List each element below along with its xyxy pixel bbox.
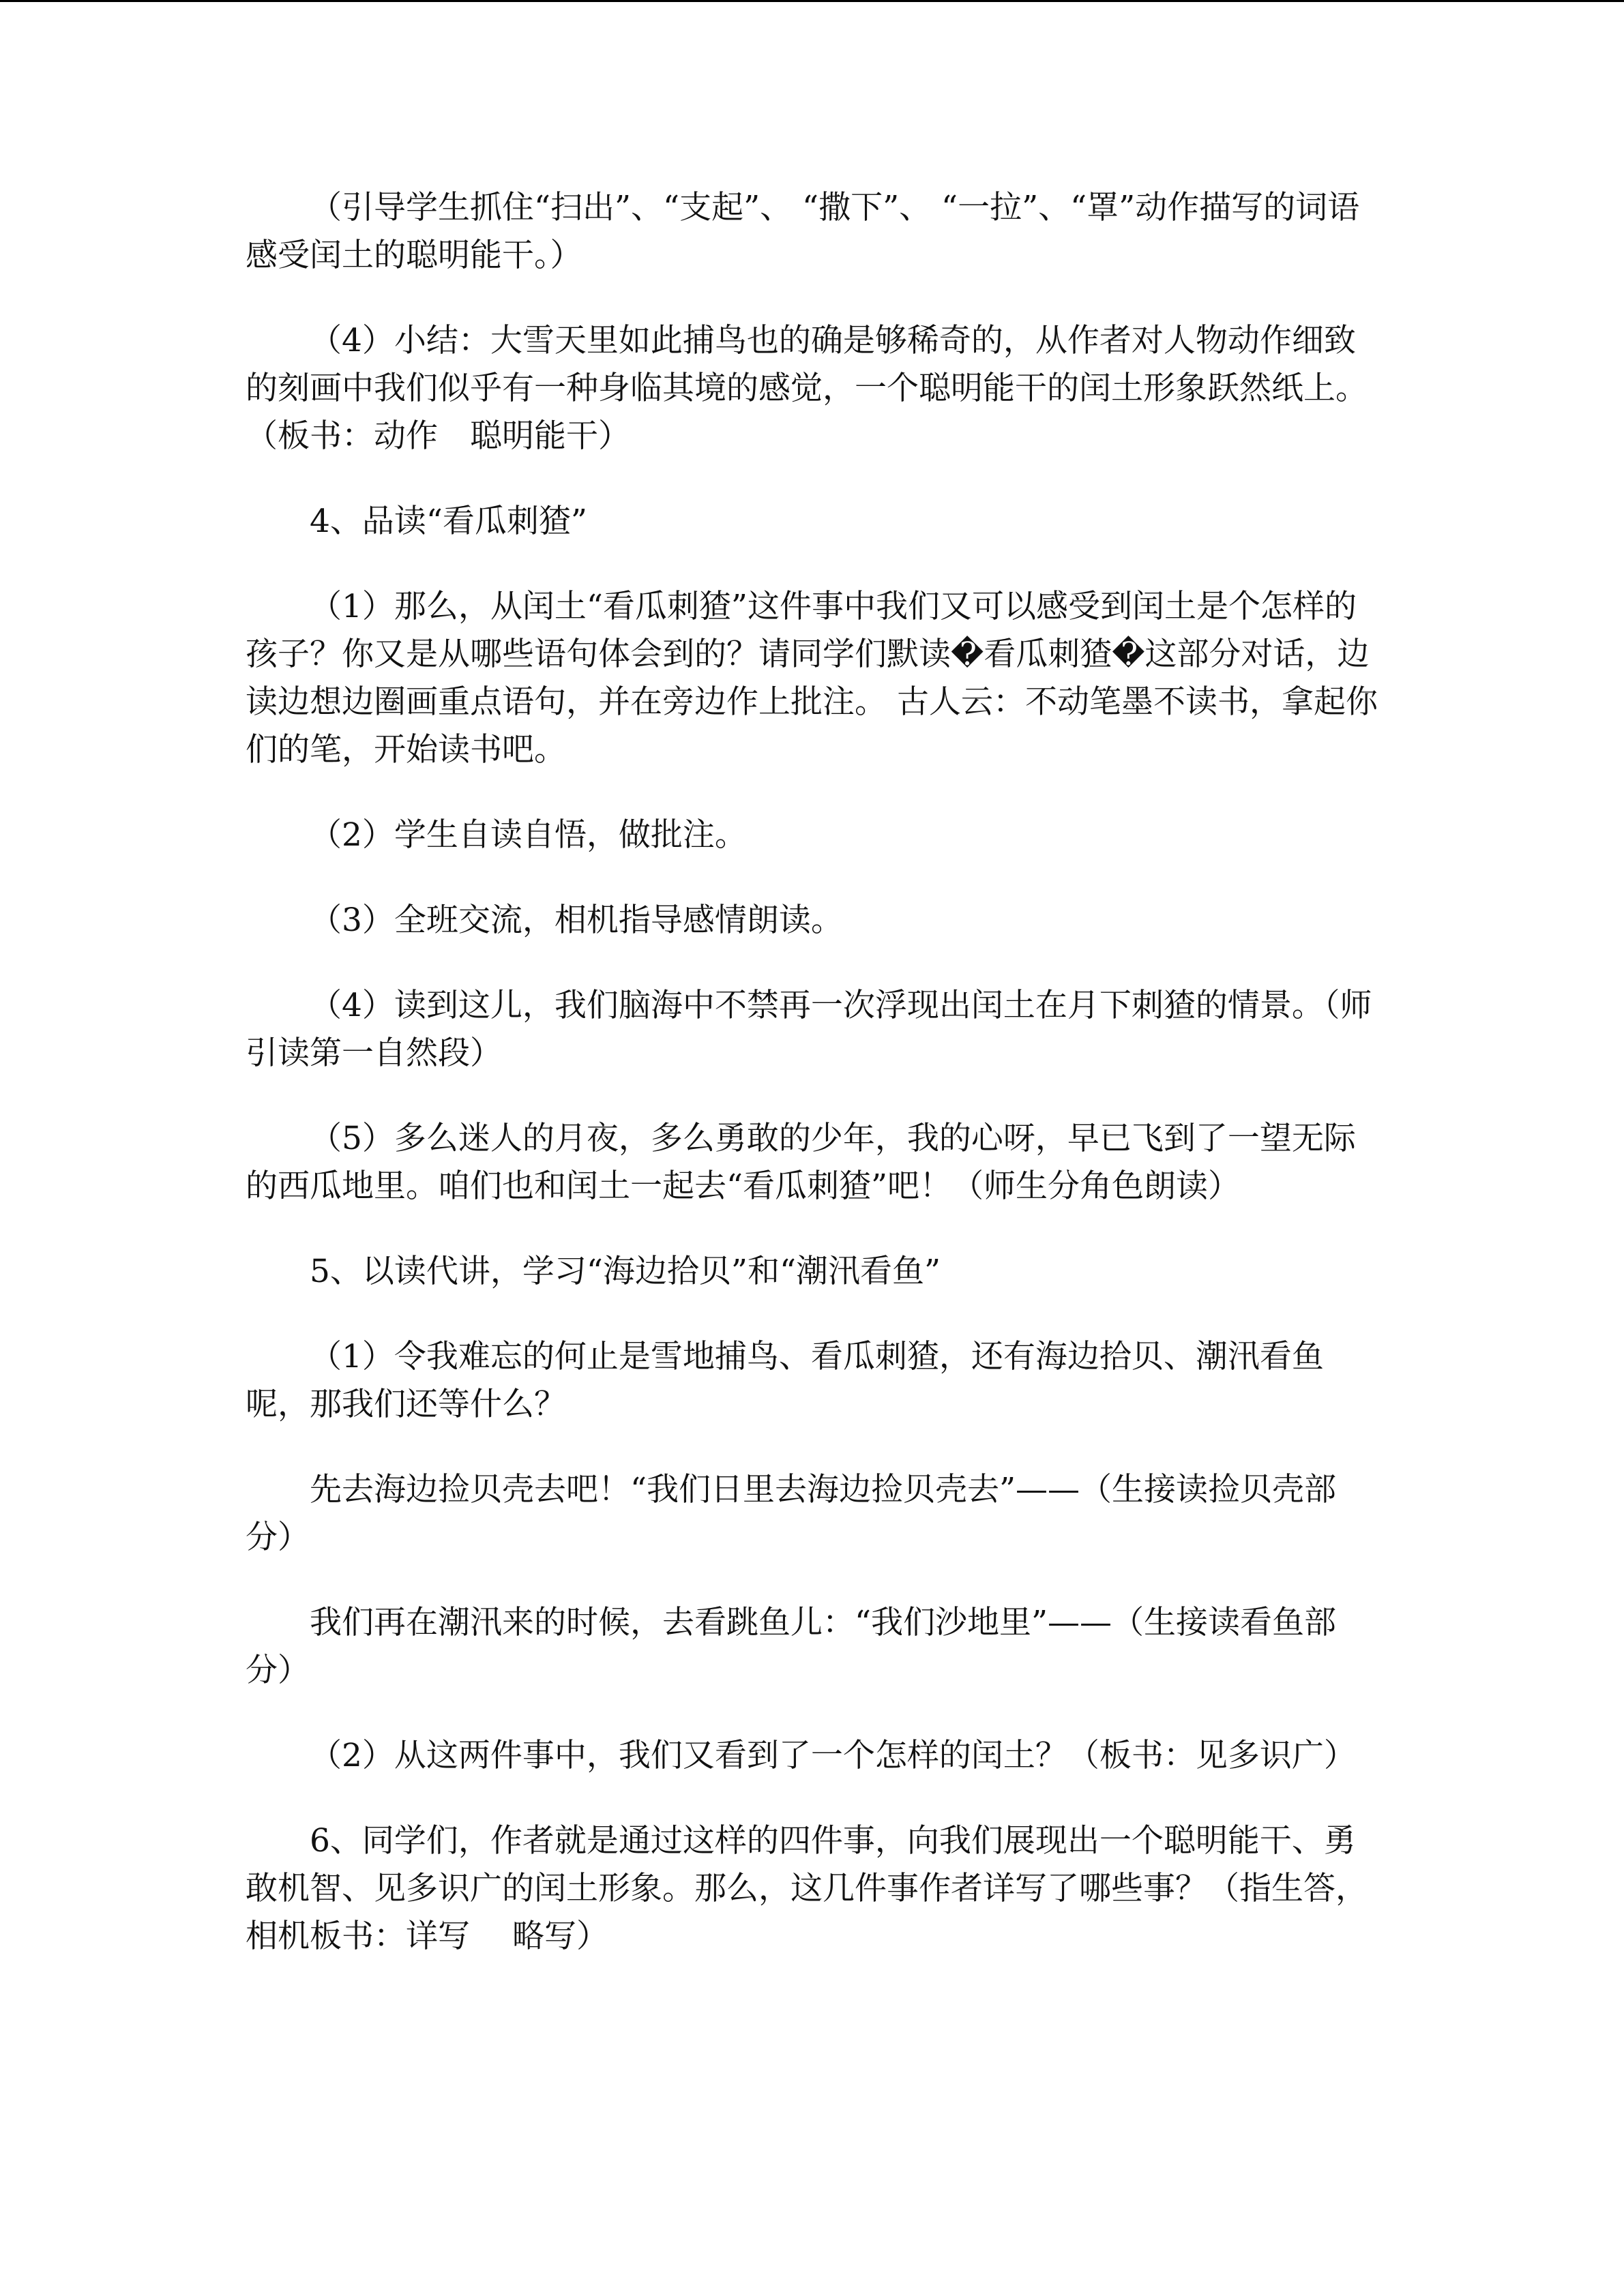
paragraph-item-1: （1）那么，从闰土“看瓜刺猹”这件事中我们又可以感受到闰土是个怎样的孩子？你又是从哪些语句体会到的？请同学们默读�看瓜刺猹�这部分对话，边读边想边圈画重点语句，并在旁边作上批注。 古人云：不动笔墨不读书，拿起你们的笔，开始读书吧。 xyxy=(246,588,1378,769)
heading-section-4: 4、品读“看瓜刺猹” xyxy=(310,503,587,540)
heading-section-5: 5、以读代讲，学习“海边拾贝”和“潮汛看鱼” xyxy=(310,1253,941,1290)
paragraph-item-4: （4）读到这儿，我们脑海中不禁再一次浮现出闰土在月下刺猹的情景。（师引读第一自然段） xyxy=(246,987,1372,1072)
paragraph-item-3: （3）全班交流，相机指导感情朗读。 xyxy=(310,901,843,939)
paragraph-item-5: （5）多么迷人的月夜，多么勇敢的少年，我的心呀，早已飞到了一望无际的西瓜地里。咱们也和闰土一起去“看瓜刺猹”吧！（师生分角色朗读） xyxy=(246,1120,1356,1205)
paragraph-section5-item-2: （2）从这两件事中，我们又看到了一个怎样的闰土？（板书：见多识广） xyxy=(310,1737,1356,1774)
document-page xyxy=(246,184,1378,1960)
paragraph-fish: 我们再在潮汛来的时候，去看跳鱼儿：“我们沙地里”——（生接读看鱼部分） xyxy=(246,1604,1337,1689)
page-top-border xyxy=(0,0,1624,2)
paragraph-section5-item-1: （1）令我难忘的何止是雪地捕鸟、看瓜刺猹，还有海边拾贝、潮汛看鱼呢，那我们还等什么？ xyxy=(246,1338,1324,1423)
paragraph-seashell: 先去海边捡贝壳去吧！“我们日里去海边捡贝壳去”——（生接读捡贝壳部分） xyxy=(246,1471,1337,1556)
paragraph-item-2: （2）学生自读自悟，做批注。 xyxy=(310,816,747,854)
paragraph-summary-4: （4）小结：大雪天里如此捕鸟也的确是够稀奇的，从作者对人物动作细致的刻画中我们似乎有一种身临其境的感觉，一个聪明能干的闰土形象跃然纸上。（板书：动作 聪明能干） xyxy=(246,322,1368,455)
paragraph-section-6: 6、同学们，作者就是通过这样的四件事，向我们展现出一个聪明能干、勇敢机智、见多识广的闰土形象。那么，这几件事作者详写了哪些事？（指生答，相机板书：详写 略写） xyxy=(246,1822,1368,1955)
paragraph-guide-actions: （引导学生抓住“扫出”、“支起”、 “撒下”、 “一拉”、“罩”动作描写的词语感受闰土的聪明能干。） xyxy=(246,189,1360,274)
